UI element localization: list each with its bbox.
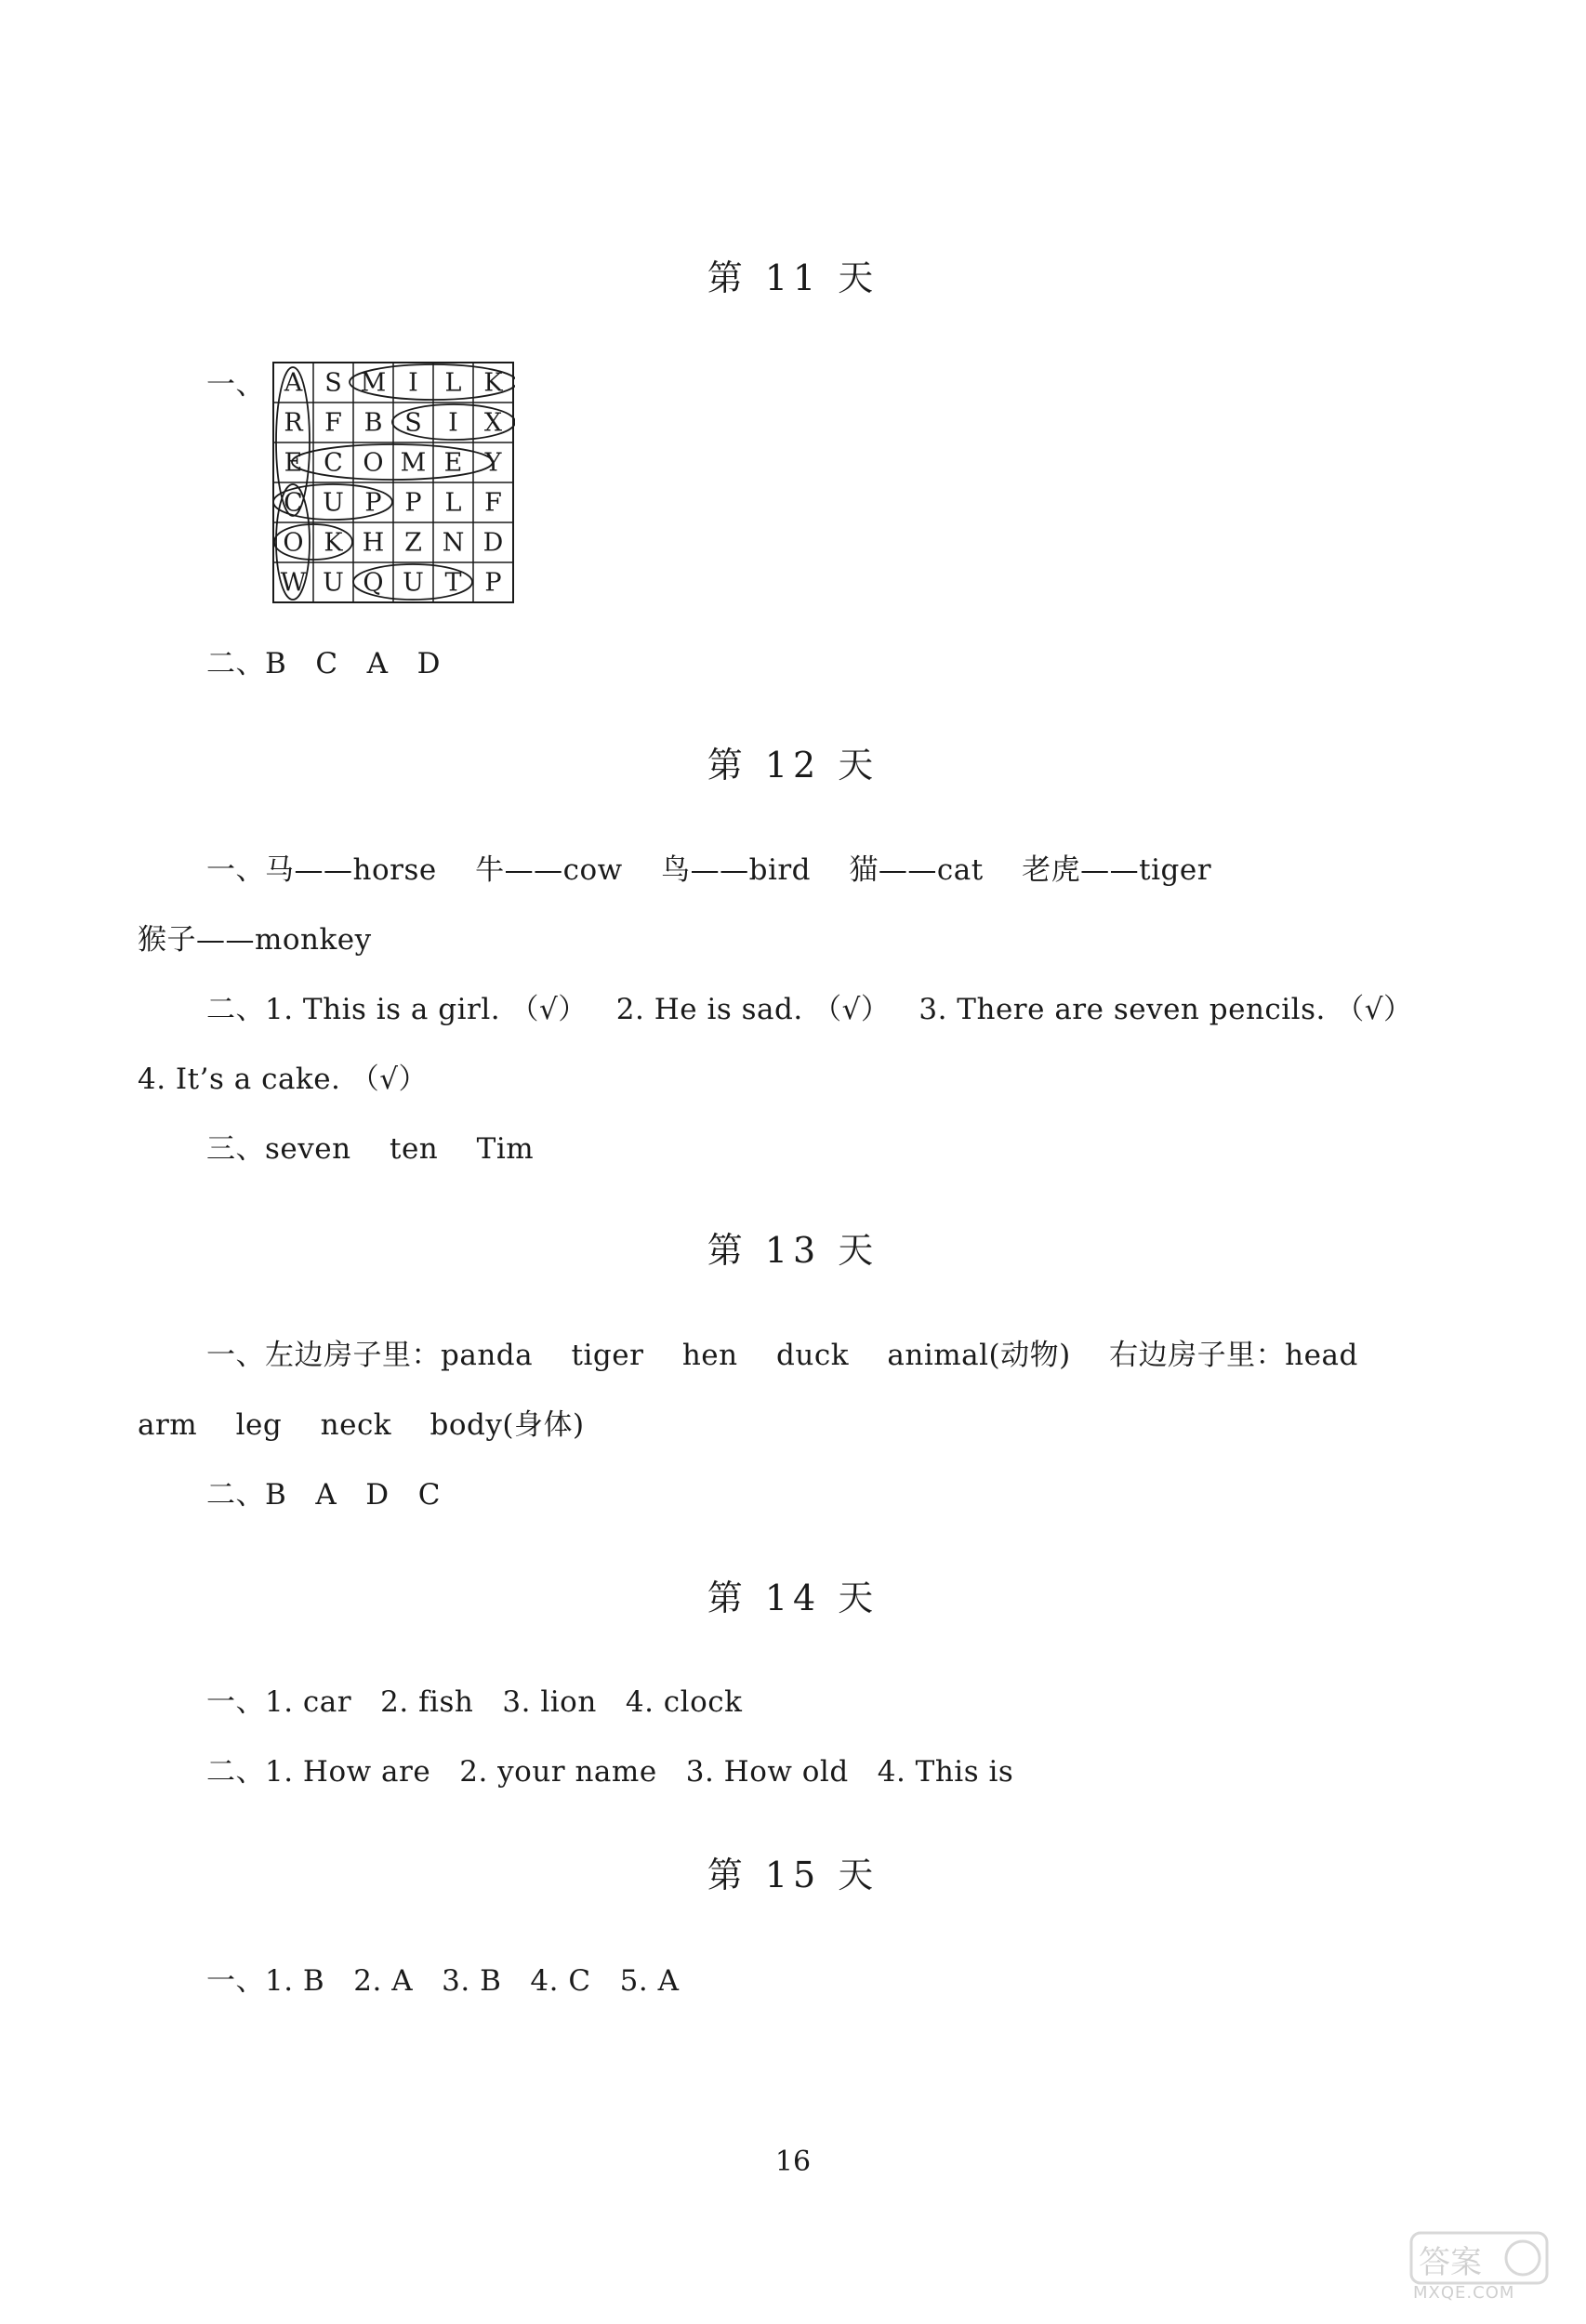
grid-letter: B (363, 408, 383, 438)
grid-letter: N (442, 528, 465, 558)
grid-letter: I (408, 368, 418, 398)
grid-letter: T (444, 568, 462, 598)
grid-letter: R (284, 408, 303, 438)
day-11-heading: 第 11 天 (707, 257, 879, 298)
day-15-heading: 第 15 天 (707, 1855, 879, 1895)
grid-letter: O (363, 448, 384, 478)
grid-letter: S (324, 368, 342, 398)
day-12-heading: 第 12 天 (707, 745, 879, 786)
grid-letter: I (448, 408, 458, 438)
grid-letter: Y (484, 448, 502, 478)
grid-letter: P (364, 488, 382, 518)
grid-letter: C (284, 488, 303, 518)
day-13-q1: 一、左边房子里：panda tiger hen duck animal(动物) 右边房子里：head (206, 1339, 1358, 1372)
day-12-q1-cont: 猴子——monkey (138, 923, 372, 957)
day-13-heading: 第 13 天 (707, 1230, 879, 1271)
grid-letter: K (483, 368, 503, 398)
day-12-q2: 二、1. This is a girl. （√） 2. He is sad. （√） 3. There are seven pencils. （√） (206, 993, 1413, 1026)
circle-word-come (292, 444, 493, 480)
day-13-q2: 二、B A D C (206, 1478, 441, 1512)
grid-letter: E (284, 448, 303, 478)
grid-letter: Q (363, 568, 384, 598)
grid-letter: L (444, 368, 462, 398)
site-watermark (1409, 2231, 1549, 2305)
grid-letter: L (444, 488, 462, 518)
day-12-q3: 三、seven ten Tim (206, 1132, 535, 1166)
grid-letter: F (324, 408, 342, 438)
grid-letter: P (404, 488, 422, 518)
page-number: 16 (774, 2146, 812, 2178)
day-15-q1: 一、1. B 2. A 3. B 4. C 5. A (206, 1964, 680, 1998)
day-11-q2: 二、B C A D (206, 647, 441, 680)
grid-letter: A (284, 368, 303, 398)
day-11-q1-label: 一、 (206, 368, 265, 402)
grid-letter: D (482, 528, 504, 558)
watermark-glyphs: 答案 (1419, 2244, 1482, 2281)
day-14-heading: 第 14 天 (707, 1578, 879, 1618)
grid-letter: W (280, 568, 307, 598)
grid-letter: S (404, 408, 422, 438)
day-12-q1: 一、马——horse 牛——cow 鸟——bird 猫——cat 老虎——tiger (206, 853, 1212, 887)
grid-letter: H (362, 528, 385, 558)
grid-letter: M (400, 448, 427, 478)
grid-letter: X (483, 408, 503, 438)
grid-letter: U (323, 568, 344, 598)
grid-letter: P (484, 568, 502, 598)
day-12-q2-cont: 4. It’s a cake. （√） (138, 1063, 429, 1096)
grid-letter: E (443, 448, 463, 478)
grid-letter: Z (404, 528, 422, 558)
grid-letter: M (360, 368, 387, 398)
watermark-site: MXQE.COM (1413, 2283, 1515, 2303)
day-13-q1-cont: arm leg neck body(身体) (138, 1408, 585, 1442)
day-14-q1: 一、1. car 2. fish 3. lion 4. clock (206, 1685, 743, 1719)
day-14-q2: 二、1. How are 2. your name 3. How old 4. This is (206, 1755, 1014, 1789)
grid-letter: U (403, 568, 424, 598)
grid-letter: U (323, 488, 344, 518)
grid-letter: O (283, 528, 304, 558)
grid-letter: F (484, 488, 502, 518)
grid-letter: K (324, 528, 343, 558)
grid-letter: C (324, 448, 343, 478)
letter-search-grid (271, 361, 515, 604)
